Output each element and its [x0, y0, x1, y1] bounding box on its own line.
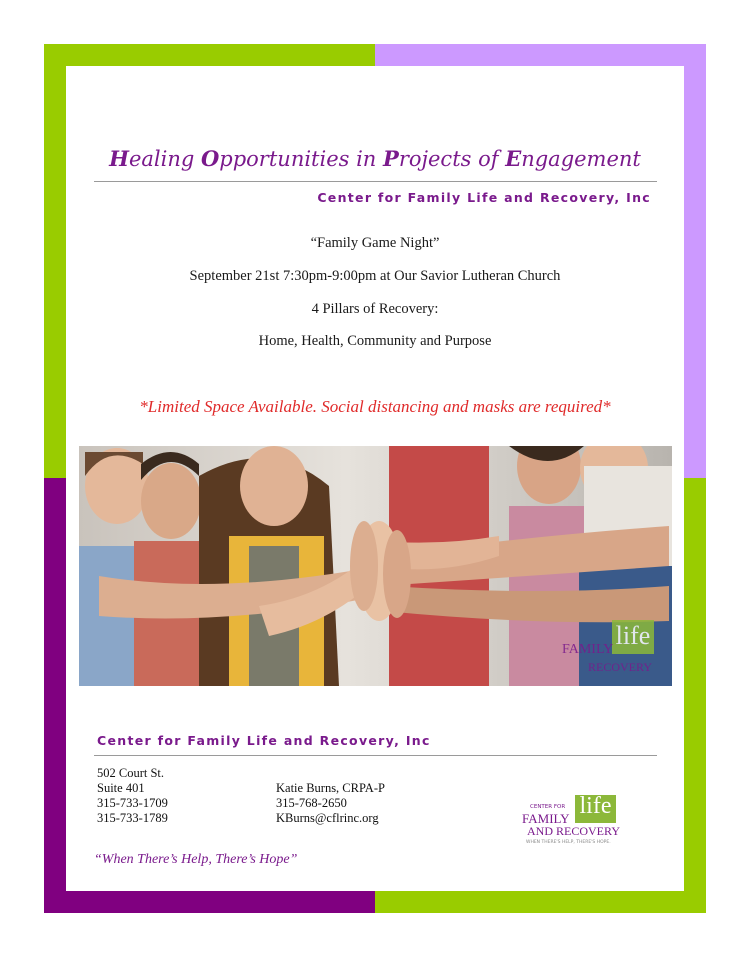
event-name: “Family Game Night” — [310, 235, 440, 251]
header-org-name: Center for Family Life and Recovery, Inc — [317, 190, 651, 205]
contact-email: KBurns@cflrinc.org — [276, 811, 379, 825]
title-word: pportunities in — [219, 147, 384, 171]
footer-divider — [94, 755, 657, 756]
footer-org-name: Center for Family Life and Recovery, Inc — [97, 733, 431, 748]
logo-tagline: WHEN THERE'S HELP, THERE'S HOPE. — [526, 840, 611, 845]
logo-life-text: life — [579, 793, 612, 819]
title-initial: E — [505, 146, 522, 171]
pillars-list: Home, Health, Community and Purpose — [258, 333, 492, 349]
event-date-location: September 21st 7:30pm-9:00pm at Our Savior Lutheran Church — [189, 268, 561, 284]
logo-recovery-text: AND RECOVERY — [527, 824, 621, 838]
title-word: ealing — [128, 147, 201, 171]
watermark-life-text: life — [615, 621, 651, 650]
watermark-life-box — [612, 620, 654, 654]
contact-phone: 315-768-2650 — [276, 796, 347, 810]
phone-number: 315-733-1709 — [97, 796, 168, 810]
pillars-heading: 4 Pillars of Recovery: — [311, 301, 439, 317]
address-line: Suite 401 — [97, 781, 145, 795]
logo-center-for: CENTER FOR — [530, 804, 566, 810]
title-word: rojects of — [398, 147, 506, 171]
logo-life-box — [575, 795, 616, 823]
address-line: 502 Court St. — [97, 766, 165, 780]
title-initial: O — [200, 146, 220, 171]
flyer-title — [66, 146, 684, 171]
photo-logo-watermark — [560, 618, 660, 678]
contact-name: Katie Burns, CRPA-P — [276, 781, 385, 795]
phone-number: 315-733-1789 — [97, 811, 168, 825]
watermark-recovery-text: RECOVERY — [588, 660, 653, 674]
title-initial: P — [383, 146, 399, 171]
title-initial: H — [109, 146, 129, 171]
contact-block — [276, 781, 385, 826]
header-divider — [94, 181, 657, 182]
cflr-logo — [522, 794, 622, 850]
watermark-family-text: FAMILY — [562, 642, 614, 657]
title-word: ngagement — [521, 147, 641, 171]
footer-tagline: “When There’s Help, There’s Hope” — [94, 852, 298, 867]
limited-space-notice: *Limited Space Available. Social distancing and masks are required* — [139, 397, 611, 416]
group-hands-photo — [79, 446, 672, 686]
address-block — [97, 766, 168, 826]
flyer-sheet — [66, 66, 684, 891]
logo-family-text: FAMILY — [522, 811, 570, 826]
